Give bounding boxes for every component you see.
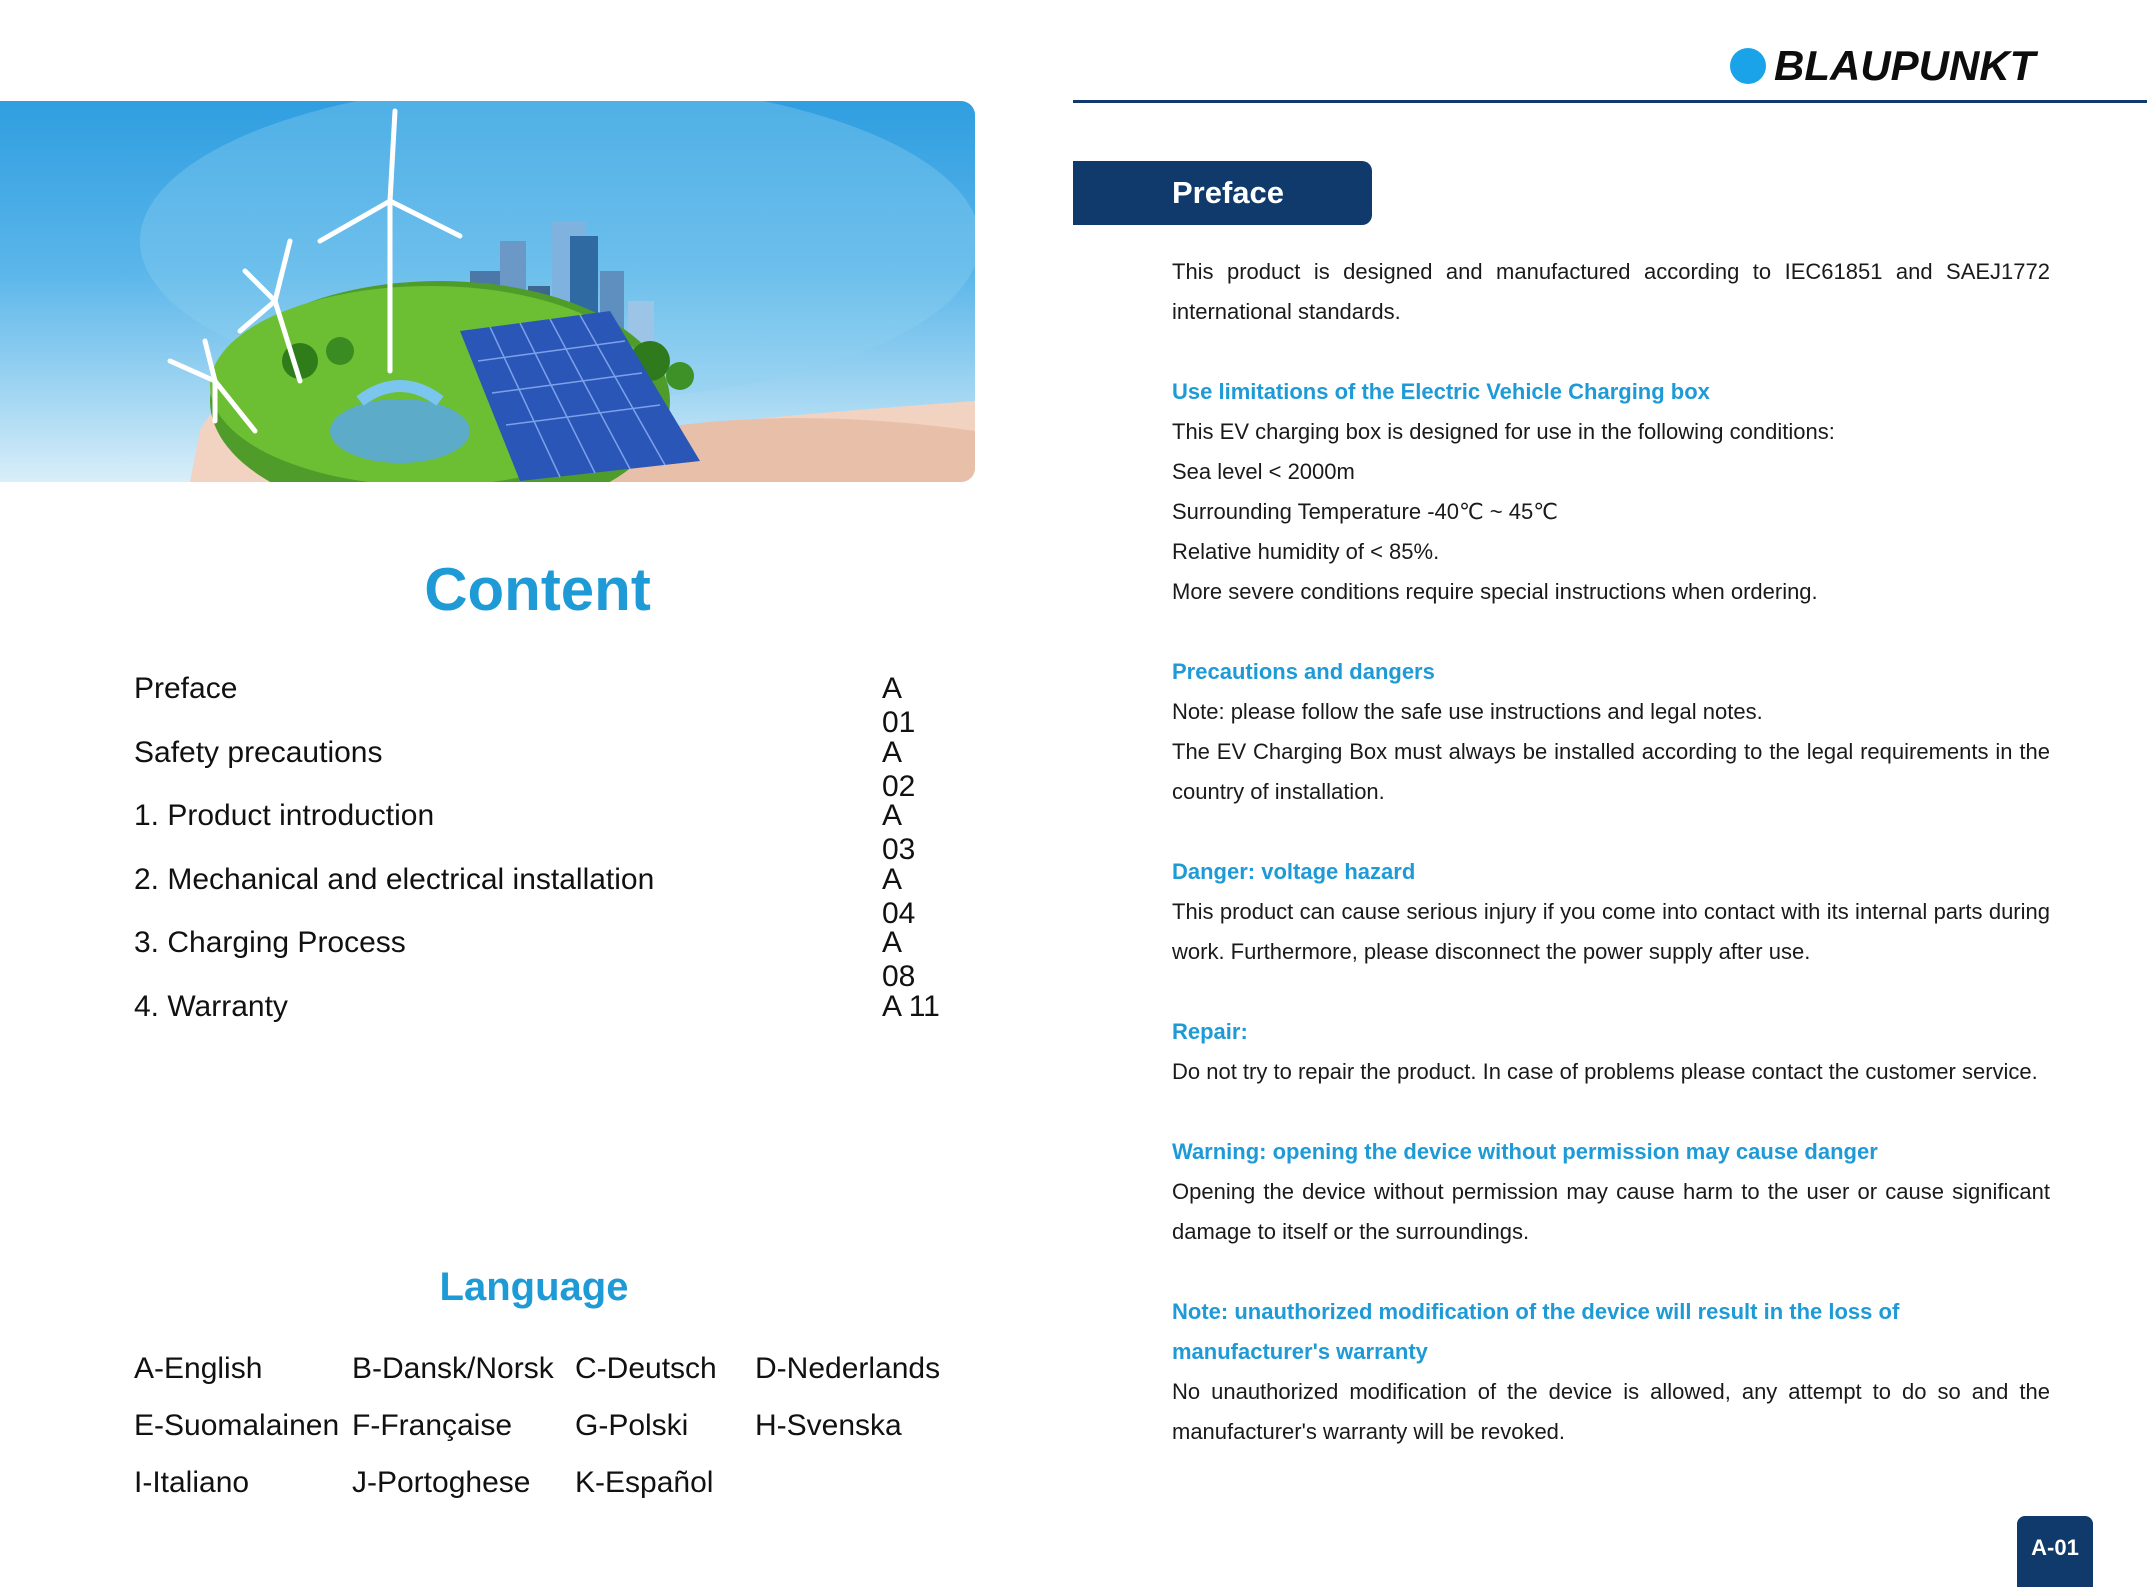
toc-item-page: A 04 [882, 862, 916, 930]
section-voltage-hazard [1172, 852, 2050, 972]
toc-item[interactable] [134, 735, 942, 803]
toc-item-label: 3. Charging Process [134, 926, 406, 959]
section-line: Note: please follow the safe use instructions and legal notes. [1172, 699, 1763, 724]
section-heading: Precautions and dangers [1172, 659, 1435, 684]
language-item[interactable]: F-Française [352, 1409, 513, 1442]
hero-image [0, 101, 975, 482]
section-heading: Warning: opening the device without permission may cause danger [1172, 1139, 1878, 1164]
section-opening-warning [1172, 1132, 2050, 1252]
language-item[interactable]: K-Español [575, 1466, 714, 1499]
toc-item-label: 2. Mechanical and electrical installation [134, 862, 655, 896]
section-line: Do not try to repair the product. In case of problems please contact the customer service. [1172, 1059, 2038, 1084]
content-title: Content [424, 556, 651, 623]
section-modification-note [1172, 1292, 2050, 1452]
language-list [134, 1352, 955, 1523]
toc-item[interactable] [134, 990, 942, 1054]
toc-item[interactable] [134, 862, 942, 930]
language-item[interactable]: B-Dansk/Norsk [352, 1352, 554, 1385]
language-title: Language [439, 1265, 629, 1309]
header-divider [1073, 100, 2147, 103]
section-heading: Repair: [1172, 1019, 1248, 1044]
section-line: The EV Charging Box must always be installed according to the legal requirements in the country of installation. [1172, 739, 2050, 804]
toc-item-label: Safety precautions [134, 735, 383, 769]
language-item[interactable]: J-Portoghese [352, 1466, 531, 1499]
toc-item[interactable] [134, 672, 942, 739]
page-number-badge: A-01 [2017, 1516, 2093, 1587]
brand-logo [1730, 42, 2035, 90]
toc-item[interactable] [134, 799, 942, 866]
section-tab-preface: Preface [1073, 161, 1372, 225]
section-line: Relative humidity of < 85%. [1172, 539, 1440, 564]
language-item[interactable]: A-English [134, 1352, 263, 1385]
section-line: Opening the device without permission may cause harm to the user or cause significant damage to itself or the surroundings. [1172, 1179, 2050, 1244]
toc-item-page: A 01 [882, 672, 916, 739]
section-line: This product can cause serious injury if you come into contact with its internal parts during work. Furthermore, please disconnect the power supply after use. [1172, 899, 2050, 964]
language-item[interactable]: E-Suomalainen [134, 1409, 340, 1442]
section-line: No unauthorized modification of the device is allowed, any attempt to do so and the manufacturer's warranty will be revoked. [1172, 1379, 2050, 1444]
brand-name: BLAUPUNKT [1774, 42, 2036, 89]
toc-item-page: A 11 [882, 989, 940, 1023]
section-heading: Note: unauthorized modification of the device will result in the loss of manufacturer's warranty [1172, 1299, 1900, 1364]
section-precautions [1172, 652, 2050, 812]
section-heading: Danger: voltage hazard [1172, 859, 1416, 884]
green-globe-illustration [0, 101, 975, 482]
language-item[interactable]: I-Italiano [134, 1466, 250, 1499]
intro-paragraph: This product is designed and manufactured according to IEC61851 and SAEJ1772 international standards. [1172, 259, 2050, 324]
toc-item-label: Preface [134, 672, 238, 705]
language-item[interactable]: H-Svenska [755, 1409, 902, 1442]
language-item[interactable]: C-Deutsch [575, 1352, 717, 1385]
toc-item-page: A 08 [882, 926, 916, 993]
toc-item-page: A 02 [882, 735, 916, 803]
language-item[interactable]: G-Polski [575, 1409, 689, 1442]
brand-dot-icon [1730, 48, 1766, 84]
toc-item-label: 1. Product introduction [134, 799, 435, 832]
section-repair [1172, 1012, 2050, 1092]
language-item[interactable]: D-Nederlands [755, 1352, 941, 1385]
toc-item-page: A 03 [882, 799, 916, 866]
section-line: More severe conditions require special instructions when ordering. [1172, 579, 1818, 604]
toc-item[interactable] [134, 926, 942, 993]
section-use-limitations [1172, 372, 2050, 612]
section-line: Sea level < 2000m [1172, 459, 1355, 484]
section-heading: Use limitations of the Electric Vehicle Charging box [1172, 379, 1710, 404]
toc-item-label: 4. Warranty [134, 989, 288, 1023]
section-line: This EV charging box is designed for use in the following conditions: [1172, 419, 1835, 444]
table-of-contents [134, 672, 942, 1053]
preface-body [1172, 252, 2050, 1452]
section-line: Surrounding Temperature -40℃ ~ 45℃ [1172, 499, 1558, 524]
